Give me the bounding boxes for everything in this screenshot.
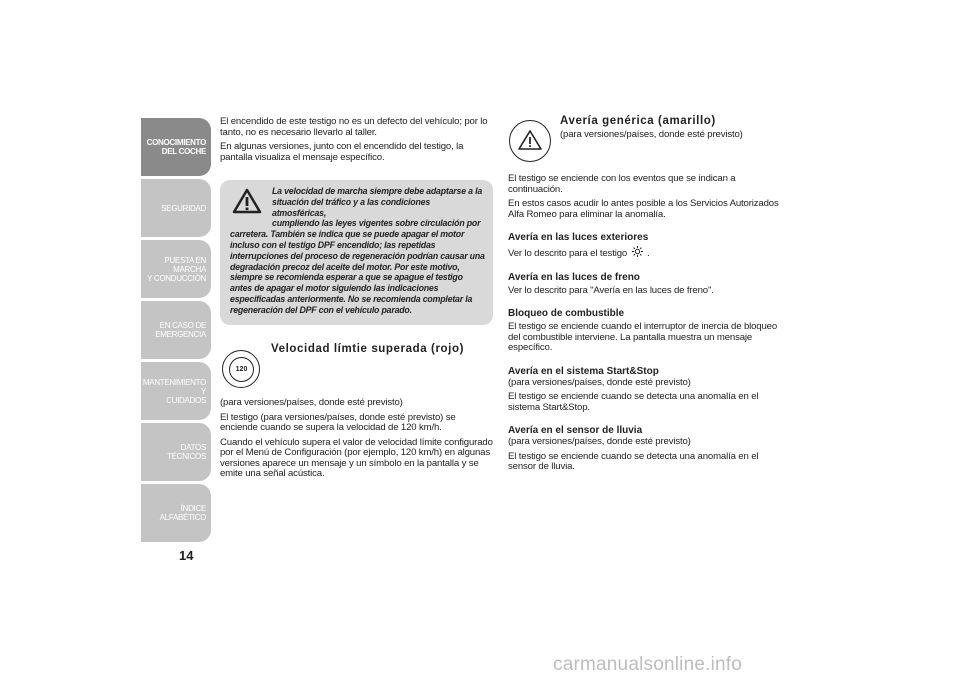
tab-label-line1: SEGURIDAD [161,203,206,213]
paragraph: Ver lo descrito para "Avería en las luces de freno". [508,284,714,296]
warning-triangle-icon [518,130,542,150]
tab-label-line1: DATOS TÉCNICOS [167,443,206,461]
tab-seguridad[interactable] [141,179,211,237]
speed-limit-label: 120 [229,357,254,382]
tab-puesta-en-marcha[interactable] [141,240,211,298]
heading-exterior-lights: Avería en las luces exteriores [508,232,649,243]
paragraph: El testigo se enciende con los eventos que se indican a continuación. [508,173,736,195]
paragraph: El encendido de este testigo no es un defecto del vehículo; por lo tanto, no es necesario llevarlo al taller. [220,116,488,138]
paragraph: El testigo se enciende cuando se detecta una anomalía en el sensor de lluvia. [508,450,759,472]
tab-label-line1: CONOCIMIENTO [146,138,206,147]
page-number: 14 [179,548,194,563]
paragraph: (para versiones/países, donde esté previsto) [220,397,403,408]
tab-label-line2: DEL COCHE [161,147,206,156]
warning-text [230,186,485,316]
tab-en-caso-de-emergencia[interactable] [141,301,211,359]
tab-mantenimiento[interactable] [141,362,211,420]
heading-rain-sensor: Avería en el sensor de lluvia [508,425,643,436]
section-title-generic: Avería genérica (amarillo) [560,115,716,127]
tab-label-line2: CUIDADOS [166,395,206,405]
tab-label-line1: PUESTA EN MARCHA [164,255,206,274]
speed-limit-icon [222,350,260,388]
heading-fuel-block: Bloqueo de combustible [508,308,625,319]
section-title-speed: Velocidad límtie superada (rojo) [271,343,465,355]
paragraph: Cuando el vehículo supera el valor de velocidad límite configurado por el Menú de Configuración (por ejemplo, 120 km/h) en algunas versiones aparece un mensaje y un símbolo en la pantalla y se emite una señal acústica. [220,436,493,479]
tab-label-line1: MANTENIMIENTO Y [142,377,206,396]
text: Ver lo descrito para el testigo [508,248,628,259]
warning-line: situación del tráfico y a las condiciones atmosféricas, [272,196,431,218]
tab-label-line1: EN CASO DE [159,321,206,330]
watermark-text: carmanualsonline.info [553,654,743,675]
paragraph: El testigo (para versiones/países, donde esté previsto) se enciende cuando se supera la velocidad de 120 km/h. [220,411,456,433]
heading-brake-lights: Avería en las luces de freno [508,271,640,283]
tab-label-line1: ÍNDICE ALFABÉTICO [159,504,206,522]
paragraph: En estos casos acudir lo antes posible a los Servicios Autorizados Alfa Romeo para eliminar la anomalía. [508,198,779,220]
paragraph: (para versiones/países, donde esté previsto) [508,376,691,388]
right-column [508,174,783,477]
generic-fault-icon [509,120,551,162]
warning-line: carretera. También se indica que se puede apagar el motor incluso con el testigo DPF encendido; las repetidas interrupciones del proceso de regeneración podrían causar una degradación precoz del aceite del motor. Por este motivo, siempre se recomienda esperar a que se apague el testigo antes de apagar el motor siguiendo las indicaciones especificadas anteriormente. No se recomienda completar la regeneración del DPF con el vehículo parado. [230,229,485,315]
tab-label-line2: Y CONDUCCIÓN [147,273,206,283]
left-column-lower [220,398,495,484]
paragraph: (para versiones/países, donde esté previsto) [508,436,691,447]
paragraph [508,246,783,260]
heading-start-stop: Avería en el sistema Start&Stop [508,365,659,377]
paragraph: En algunas versiones, junto con el encendido del testigo, la pantalla visualiza el mensaje específico. [220,141,464,163]
warning-box [220,180,493,325]
paragraph: El testigo se enciende cuando se detecta una anomalía en el sistema Start&Stop. [508,391,759,413]
warning-line: cumpliendo las leyes vigentes sobre circulación por [272,218,481,229]
exterior-light-icon [632,246,643,257]
tab-label-line2: EMERGENCIA [155,330,206,339]
paragraph: El testigo se enciende cuando el interruptor de inercia de bloqueo del combustible interviene. La pantalla muestra un mensaje específico. [508,321,778,353]
left-column [220,117,495,167]
tab-indice-alfabetico[interactable] [141,484,211,542]
warning-line: La velocidad de marcha siempre debe adaptarse a la [272,186,483,196]
generic-subtitle: (para versiones/países, donde esté previsto) [560,129,743,140]
text: . [647,248,650,259]
tab-conocimiento-del-coche[interactable] [141,118,211,176]
tab-datos-tecnicos[interactable] [141,423,211,481]
